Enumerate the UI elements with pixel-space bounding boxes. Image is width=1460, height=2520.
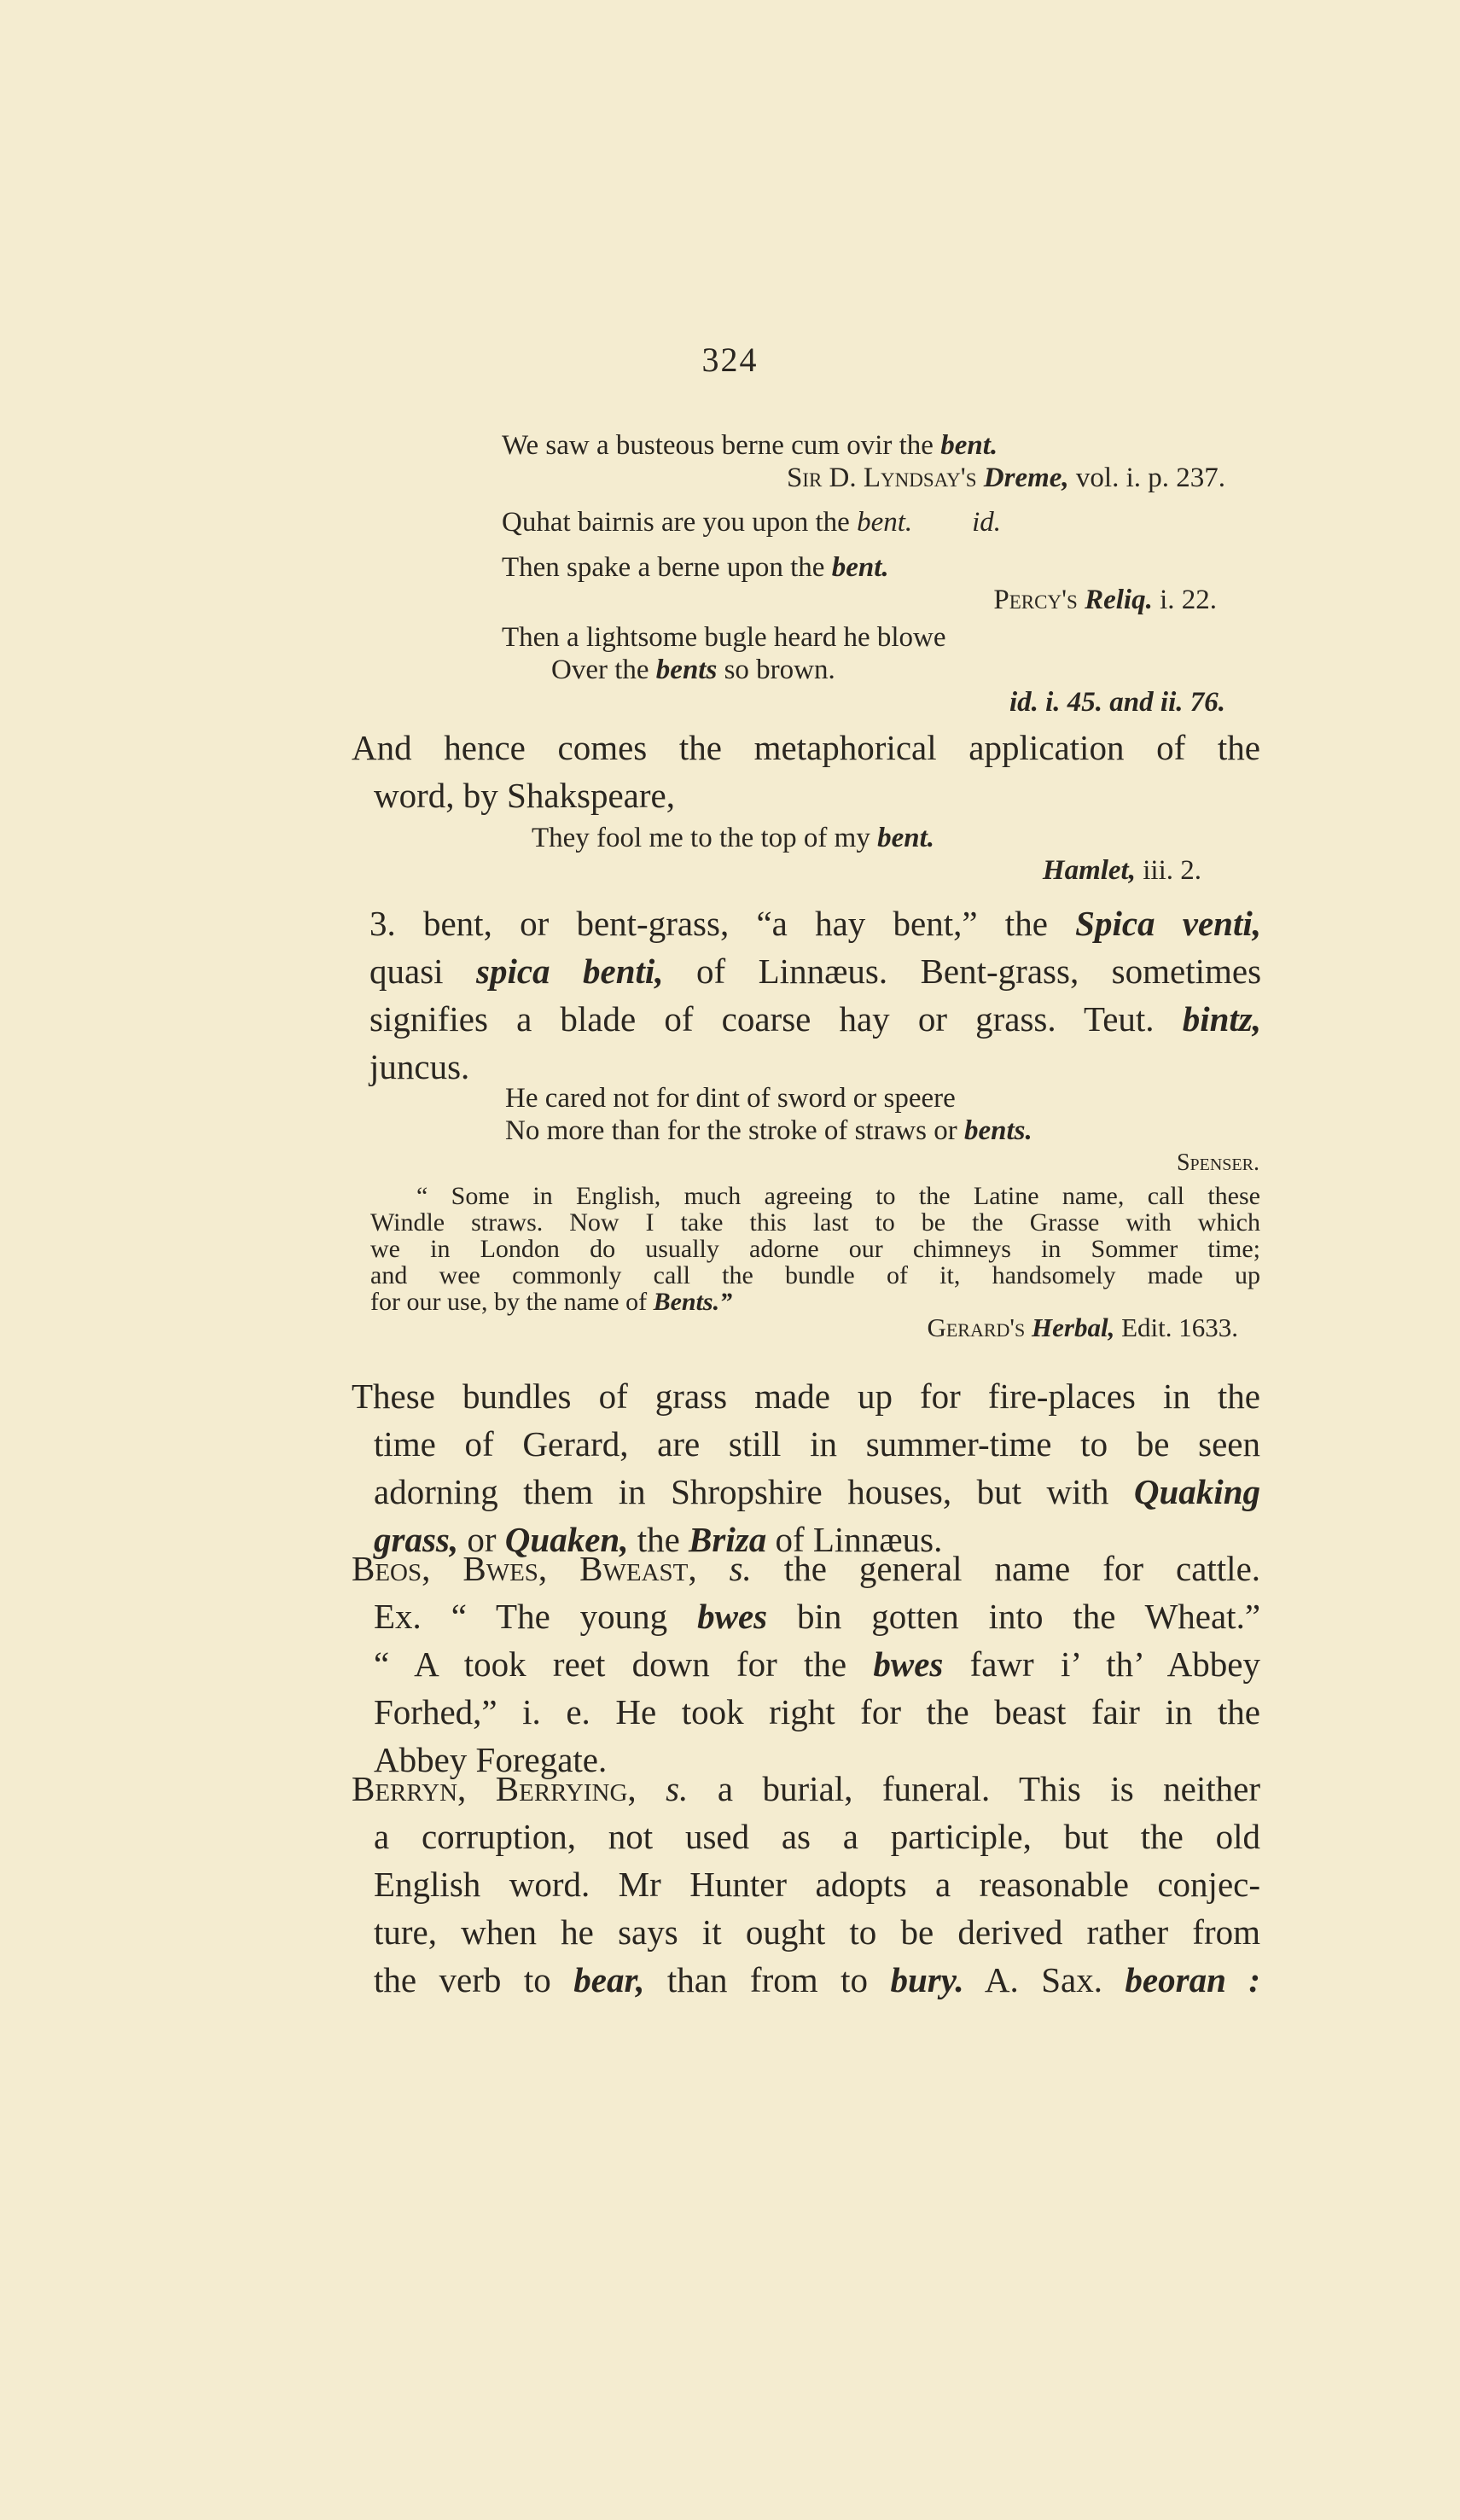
text-run: signifies a blade of coarse hay or grass. Teut. bbox=[369, 999, 1155, 1039]
text-run: fawr i’ th’ Abbey bbox=[969, 1644, 1260, 1684]
paragraph-line bbox=[352, 1468, 1260, 1516]
text-run: the verb to bbox=[374, 1960, 551, 1999]
paragraph-line bbox=[369, 947, 1261, 995]
quote-lyndsay bbox=[502, 429, 1225, 494]
quote-citation bbox=[370, 1313, 1260, 1342]
quote-line bbox=[502, 621, 1225, 654]
paragraph-line bbox=[369, 995, 1261, 1043]
quote-gerard bbox=[370, 1183, 1260, 1342]
text-run: A. Sax. bbox=[984, 1960, 1102, 1999]
citation-ref: id. i. 45. and ii. 76. bbox=[1009, 687, 1225, 718]
italic-word: bear, bbox=[573, 1960, 645, 1999]
italic-word: Quaking bbox=[1133, 1472, 1260, 1511]
paragraph-line: time of Gerard, are still in summer-time to be seen bbox=[374, 1424, 1260, 1464]
paragraph-line: word, by Shakspeare, bbox=[374, 776, 675, 815]
italic-word: spica benti, bbox=[476, 952, 664, 991]
quote-line bbox=[532, 822, 1201, 854]
italic-word: beoran : bbox=[1125, 1960, 1260, 1999]
quote-line bbox=[502, 429, 1225, 462]
entry-line bbox=[352, 1592, 1260, 1640]
italic-word: Bents.” bbox=[653, 1288, 733, 1316]
quote-line bbox=[502, 506, 1225, 538]
italic-word: bent. bbox=[831, 552, 889, 583]
quote-text: so brown. bbox=[724, 655, 835, 685]
citation-title: Hamlet, bbox=[1042, 855, 1136, 886]
quote-line: and wee commonly call the bundle of it, handsomely made up bbox=[370, 1261, 1260, 1289]
paragraph-line bbox=[369, 899, 1261, 947]
quote-text: Then spake a berne upon the bbox=[502, 552, 825, 583]
citation-ref: id. bbox=[972, 507, 1002, 538]
paragraph-bundles bbox=[352, 1372, 1260, 1563]
entry-line: Forhed,” i. e. He took right for the beast fair in the bbox=[374, 1692, 1260, 1731]
entry-line: ture, when he says it ought to be derived rather from bbox=[374, 1912, 1260, 1952]
citation-ref: Edit. 1633. bbox=[1121, 1312, 1238, 1342]
text-run: a burial, funeral. This is neither bbox=[717, 1769, 1260, 1808]
text-run: than from to bbox=[666, 1960, 868, 1999]
italic-word: Spica venti, bbox=[1075, 904, 1262, 943]
entry-line bbox=[352, 1956, 1260, 2004]
italic-word: bent. bbox=[940, 430, 998, 461]
quote-hamlet bbox=[532, 822, 1201, 887]
quote-percy bbox=[502, 551, 1225, 616]
entry-line: Abbey Foregate. bbox=[374, 1740, 608, 1779]
quote-text: Then a lightsome bugle heard he blowe bbox=[502, 622, 946, 653]
quote-text: Quhat bairnis are you upon the bbox=[502, 507, 850, 538]
italic-word: bents. bbox=[963, 1115, 1032, 1146]
quote-line: Windle straws. Now I take this last to be the Grasse with which bbox=[370, 1208, 1260, 1237]
italic-word: bwes bbox=[697, 1597, 768, 1636]
citation-author: Gerard's bbox=[927, 1312, 1026, 1342]
quote-text: No more than for the stroke of straws or bbox=[505, 1115, 957, 1146]
part-of-speech: s. bbox=[729, 1549, 752, 1588]
citation-author: Percy's bbox=[993, 585, 1078, 615]
quote-citation bbox=[505, 1147, 1259, 1179]
text-run: Ex. “ The young bbox=[374, 1597, 668, 1636]
italic-word: bintz, bbox=[1182, 999, 1262, 1039]
quote-line bbox=[502, 654, 1225, 686]
text-run: or bbox=[467, 1520, 497, 1559]
paragraph-line: These bundles of grass made up for fire-places in the bbox=[352, 1376, 1260, 1416]
text-run: the general name for cattle. bbox=[783, 1549, 1261, 1588]
entry-line bbox=[352, 1545, 1260, 1592]
quote-bugle bbox=[502, 621, 1225, 719]
quote-spenser bbox=[505, 1082, 1259, 1179]
entry-headword: Beos, Bwes, Bweast, bbox=[352, 1549, 697, 1588]
quote-citation bbox=[502, 584, 1225, 616]
quote-text: Over the bbox=[551, 655, 649, 685]
quote-line: “ Some in English, much agreeing to the Latine name, call these bbox=[416, 1182, 1260, 1210]
text-run: of Linnæus. Bent-grass, sometimes bbox=[696, 952, 1262, 991]
quote-citation bbox=[532, 854, 1201, 887]
text-run: the bbox=[637, 1520, 680, 1559]
italic-word: bent. bbox=[857, 507, 913, 538]
text-run: “ A took reet down for the bbox=[374, 1644, 847, 1684]
quote-line bbox=[502, 551, 1225, 584]
citation-author: Spenser. bbox=[1176, 1149, 1259, 1176]
text-run: of Linnæus. bbox=[775, 1520, 943, 1559]
text-run: 3. bent, or bent-grass, “a hay bent,” the bbox=[369, 904, 1048, 943]
citation-ref: vol. i. p. 237. bbox=[1075, 463, 1225, 493]
citation-title: Reliq. bbox=[1085, 585, 1153, 615]
part-of-speech: s. bbox=[666, 1769, 689, 1808]
italic-word: bent. bbox=[877, 823, 935, 853]
italic-word: bury. bbox=[890, 1960, 964, 1999]
entry-beos bbox=[352, 1545, 1260, 1784]
quote-line bbox=[505, 1082, 1259, 1115]
entry-line: a corruption, not used as a participle, but the old bbox=[374, 1817, 1260, 1856]
italic-word: grass, bbox=[374, 1520, 459, 1559]
quote-line: we in London do usually adorne our chimneys in Sommer time; bbox=[370, 1235, 1260, 1263]
citation-author: Sir D. Lyndsay's bbox=[786, 463, 977, 493]
citation-ref: i. 22. bbox=[1160, 585, 1217, 615]
quote-line bbox=[505, 1115, 1259, 1147]
entry-berryn bbox=[352, 1765, 1260, 2004]
italic-word: bents bbox=[655, 655, 718, 685]
quote-text: They fool me to the top of my bbox=[532, 823, 870, 853]
paragraph-line: And hence comes the metaphorical application of the bbox=[352, 728, 1260, 767]
paragraph-bent-grass bbox=[369, 899, 1261, 1091]
text-run: for our use, by the name of bbox=[370, 1288, 648, 1316]
entry-line bbox=[352, 1640, 1260, 1688]
quote-text: We saw a busteous berne cum ovir the bbox=[502, 430, 934, 461]
italic-word: bwes bbox=[873, 1644, 944, 1684]
paragraph-metaphorical bbox=[352, 724, 1260, 819]
citation-ref: iii. 2. bbox=[1143, 855, 1201, 886]
italic-word: Briza bbox=[689, 1520, 767, 1559]
entry-line: English word. Mr Hunter adopts a reasonable conjec- bbox=[374, 1865, 1260, 1904]
citation-title: Dreme, bbox=[983, 463, 1069, 493]
quote-text: He cared not for dint of sword or speere bbox=[505, 1083, 956, 1114]
paragraph-line: juncus. bbox=[369, 1047, 470, 1086]
italic-word: Quaken, bbox=[504, 1520, 629, 1559]
entry-headword: Berryn, Berrying, bbox=[352, 1769, 637, 1808]
quote-citation bbox=[502, 462, 1225, 494]
citation-title: Herbal, bbox=[1032, 1312, 1115, 1342]
text-run: quasi bbox=[369, 952, 444, 991]
text-run: bin gotten into the Wheat.” bbox=[797, 1597, 1261, 1636]
quote-citation bbox=[502, 686, 1225, 719]
quote-quhat bbox=[502, 506, 1225, 538]
page-number: 324 bbox=[701, 340, 759, 379]
entry-line bbox=[352, 1765, 1260, 1813]
quote-line bbox=[370, 1289, 1260, 1315]
text-run: adorning them in Shropshire houses, but with bbox=[374, 1472, 1109, 1511]
